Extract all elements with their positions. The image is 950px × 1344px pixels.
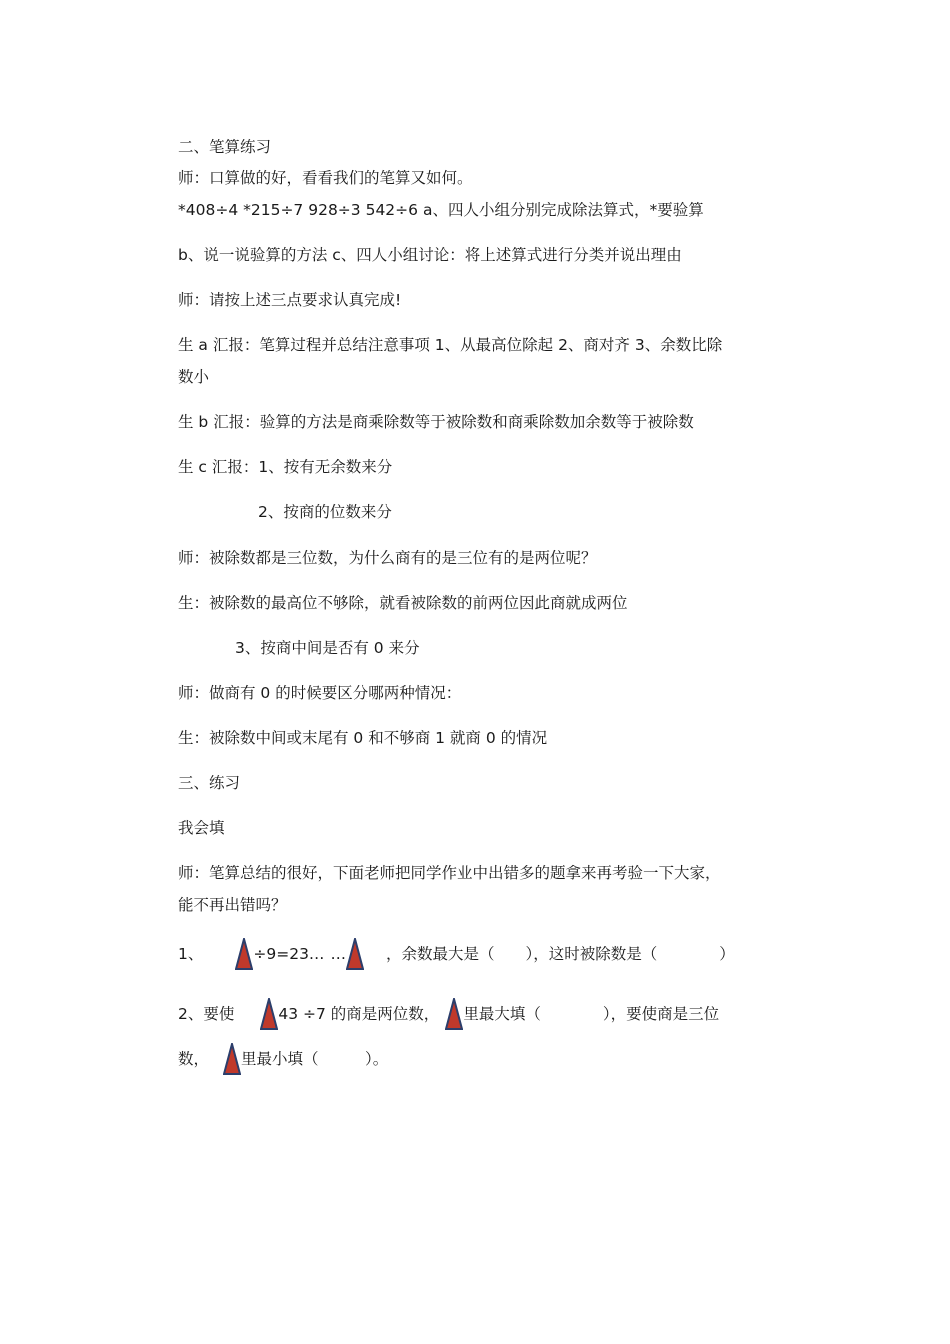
student-report-a-cont: 数小 (178, 368, 210, 386)
question-2 (178, 998, 719, 1030)
exercise-list: *408÷4 *215÷7 928÷3 542÷6 a、四人小组分别完成除法算式，*要验算 (178, 201, 704, 219)
student-report-b: 生 b 汇报：验算的方法是商乘除数等于被除数和商乘除数加余数等于被除数 (178, 413, 694, 431)
triangle-placeholder-icon (235, 938, 253, 970)
question-number: 1、 (178, 945, 204, 963)
teacher-line: 师：口算做的好，看看我们的笔算又如何。 (178, 169, 473, 187)
question-text: 里最大填（ ），要使商是三位 (463, 1005, 720, 1023)
section-heading-written-calc: 二、笔算练习 (178, 138, 272, 156)
section-heading-practice: 三、练习 (178, 774, 241, 792)
triangle-placeholder-icon (260, 998, 278, 1030)
teacher-question: 师：做商有 0 的时候要区分哪两种情况： (178, 684, 462, 702)
question-expression: ÷9=23… (253, 945, 325, 963)
question-text: 数， (178, 1050, 210, 1068)
question-text: ，余数最大是（ ），这时被除数是（ ） (385, 945, 735, 963)
student-report-a: 生 a 汇报：笔算过程并总结注意事项 1、从最高位除起 2、商对齐 3、余数比除 (178, 336, 723, 354)
question-2-cont (178, 1043, 388, 1075)
teacher-line-cont: 能不再出错吗？ (178, 896, 287, 914)
teacher-line: 师：请按上述三点要求认真完成! (178, 291, 402, 309)
triangle-placeholder-icon (346, 938, 364, 970)
subheading-fill-in: 我会填 (178, 819, 225, 837)
instruction-line: b、说一说验算的方法 c、四人小组讨论：将上述算式进行分类并说出理由 (178, 246, 682, 264)
question-1 (178, 938, 735, 970)
question-text: 里最小填（ ）。 (241, 1050, 389, 1068)
ellipsis: … (330, 945, 346, 963)
triangle-placeholder-icon (445, 998, 463, 1030)
student-report-c: 生 c 汇报：1、按有无余数来分 (178, 458, 393, 476)
student-answer: 生：被除数的最高位不够除，就看被除数的前两位因此商就成两位 (178, 594, 628, 612)
report-c-item-3: 3、按商中间是否有 0 来分 (235, 639, 420, 657)
triangle-placeholder-icon (223, 1043, 241, 1075)
teacher-question: 师：被除数都是三位数，为什么商有的是三位有的是两位呢？ (178, 549, 597, 567)
report-c-item-2: 2、按商的位数来分 (258, 503, 392, 521)
teacher-line: 师：笔算总结的很好，下面老师把同学作业中出错多的题拿来再考验一下大家， (178, 864, 721, 882)
question-expression: 43 ÷7 的商是两位数， (278, 1005, 440, 1023)
question-number: 2、要使 (178, 1005, 235, 1023)
student-answer: 生：被除数中间或末尾有 0 和不够商 1 就商 0 的情况 (178, 729, 548, 747)
